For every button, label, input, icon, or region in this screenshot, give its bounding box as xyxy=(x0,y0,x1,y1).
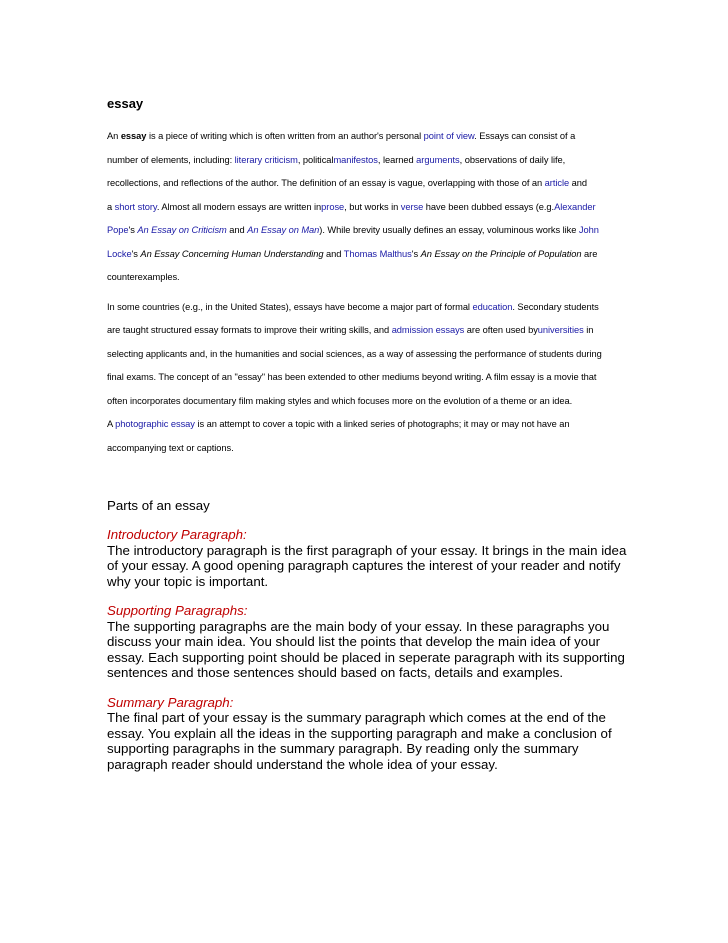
section-heading: Parts of an essay xyxy=(107,498,210,513)
text-line xyxy=(107,243,627,267)
text: 's xyxy=(131,248,141,259)
text-line xyxy=(107,219,627,243)
text-line xyxy=(107,319,627,343)
text: recollections, and reflections of the author. The definition of an essay is vague, overlapping with those of an xyxy=(107,178,545,188)
text: . Almost all modern essays are written in xyxy=(156,201,322,212)
section-title: Introductory Paragraph: xyxy=(107,527,247,542)
text: , political xyxy=(297,154,334,165)
text: . Essays can consist of a xyxy=(474,131,576,141)
text: , observations of daily life, xyxy=(459,154,566,165)
text: a xyxy=(107,201,115,212)
text: is a piece of writing which is often written from an author's personal xyxy=(146,131,424,141)
bold-term: essay xyxy=(120,131,147,141)
link-john[interactable]: John xyxy=(578,225,599,235)
link-photographic-essay[interactable]: photographic essay xyxy=(115,419,195,429)
text-line xyxy=(107,437,627,461)
text: , learned xyxy=(377,154,417,165)
section-line: The supporting paragraphs are the main body of your essay. In these paragraphs you xyxy=(107,618,610,634)
section-title: Summary Paragraph: xyxy=(107,694,234,710)
section-title: Supporting Paragraphs: xyxy=(107,603,248,618)
text: In some countries (e.g., in the United States), essays have become a major part of formal xyxy=(107,301,473,312)
link-admission-essays[interactable]: admission essays xyxy=(391,325,465,335)
spacer xyxy=(107,460,627,498)
link-article[interactable]: article xyxy=(544,178,570,188)
text: ). While brevity usually defines an essay, voluminous works like xyxy=(319,225,579,235)
text: An xyxy=(107,131,121,141)
italic-title: An Essay on the Principle of Population xyxy=(420,248,582,259)
text: are often used by xyxy=(464,325,538,335)
section-line: essay. Each supporting point should be placed in seperate paragraph with its supporting xyxy=(107,649,625,665)
text: A xyxy=(107,419,116,429)
text: selecting applicants and, in the humanities and social sciences, as a way of assessing the performance of students during xyxy=(107,348,602,359)
link-essay-on-criticism[interactable]: An Essay on Criticism xyxy=(137,225,227,235)
text-line xyxy=(107,149,627,173)
link-universities[interactable]: universities xyxy=(537,325,584,335)
text-line xyxy=(107,266,627,290)
section-line: The final part of your essay is the summary paragraph which comes at the end of the xyxy=(107,710,606,725)
section-introductory xyxy=(107,527,627,589)
text: , but works in xyxy=(344,201,401,212)
section-line: essay. You explain all the ideas in the supporting paragraph and make a conclusion of xyxy=(107,725,612,741)
link-locke[interactable]: Locke xyxy=(107,248,132,259)
text-line xyxy=(107,296,627,320)
link-verse[interactable]: verse xyxy=(400,201,424,212)
text: and xyxy=(226,225,248,235)
text-line xyxy=(107,172,627,196)
text-line xyxy=(107,196,627,220)
text: often incorporates documentary film making styles and which focuses more on the evolution of a theme or an idea. xyxy=(107,395,573,406)
text-line xyxy=(107,390,627,414)
text: is an attempt to cover a topic with a linked series of photographs; it may or may not have an xyxy=(194,419,570,429)
section-line: supporting paragraphs in the summary paragraph. By reading only the summary xyxy=(107,741,579,756)
text-line xyxy=(107,125,627,149)
text: and xyxy=(323,248,344,259)
document-page xyxy=(107,96,627,786)
text: 's xyxy=(128,225,138,235)
text: are xyxy=(581,248,598,259)
section-line: why your topic is important. xyxy=(107,573,269,589)
section-line: sentences and those sentences should based on facts, details and examples. xyxy=(107,665,564,680)
text: counterexamples. xyxy=(107,272,180,282)
section-line: of your essay. A good opening paragraph captures the interest of your reader and notify xyxy=(107,558,621,573)
text: accompanying text or captions. xyxy=(107,442,234,453)
page-title: essay xyxy=(107,96,144,111)
section-line: discuss your main idea. You should list the points that develop the main idea of your xyxy=(107,634,601,649)
link-short-story[interactable]: short story xyxy=(114,201,157,212)
text: 's xyxy=(411,248,421,259)
text-line xyxy=(107,343,627,367)
text: in xyxy=(583,325,594,335)
section-supporting xyxy=(107,603,627,681)
text: are taught structured essay formats to improve their writing skills, and xyxy=(107,325,392,335)
link-point-of-view[interactable]: point of view xyxy=(423,131,475,141)
text-line xyxy=(107,366,627,390)
section-line: The introductory paragraph is the first paragraph of your essay. It brings in the main idea xyxy=(107,542,627,558)
text: final exams. The concept of an "essay" has been extended to other mediums beyond writing. A film essay is a movie that xyxy=(107,372,597,382)
section-line: paragraph reader should understand the whole idea of your essay. xyxy=(107,756,498,772)
link-arguments[interactable]: arguments xyxy=(416,154,460,165)
link-literary-criticism[interactable]: literary criticism xyxy=(234,154,298,165)
italic-title: An Essay Concerning Human Understanding xyxy=(140,248,324,259)
section-summary xyxy=(107,695,627,773)
link-education[interactable]: education xyxy=(472,301,513,312)
link-pope[interactable]: Pope xyxy=(107,225,129,235)
text-line xyxy=(107,413,627,437)
link-essay-on-man[interactable]: An Essay on Man xyxy=(247,225,320,235)
link-manifestos[interactable]: manifestos xyxy=(333,154,378,165)
text: have been dubbed essays (e.g. xyxy=(423,201,555,212)
text: and xyxy=(569,178,588,188)
text: . Secondary students xyxy=(512,301,599,312)
text: number of elements, including: xyxy=(107,154,235,165)
link-alexander[interactable]: Alexander xyxy=(554,201,596,212)
link-prose[interactable]: prose xyxy=(321,201,345,212)
link-thomas-malthus[interactable]: Thomas Malthus xyxy=(343,248,412,259)
